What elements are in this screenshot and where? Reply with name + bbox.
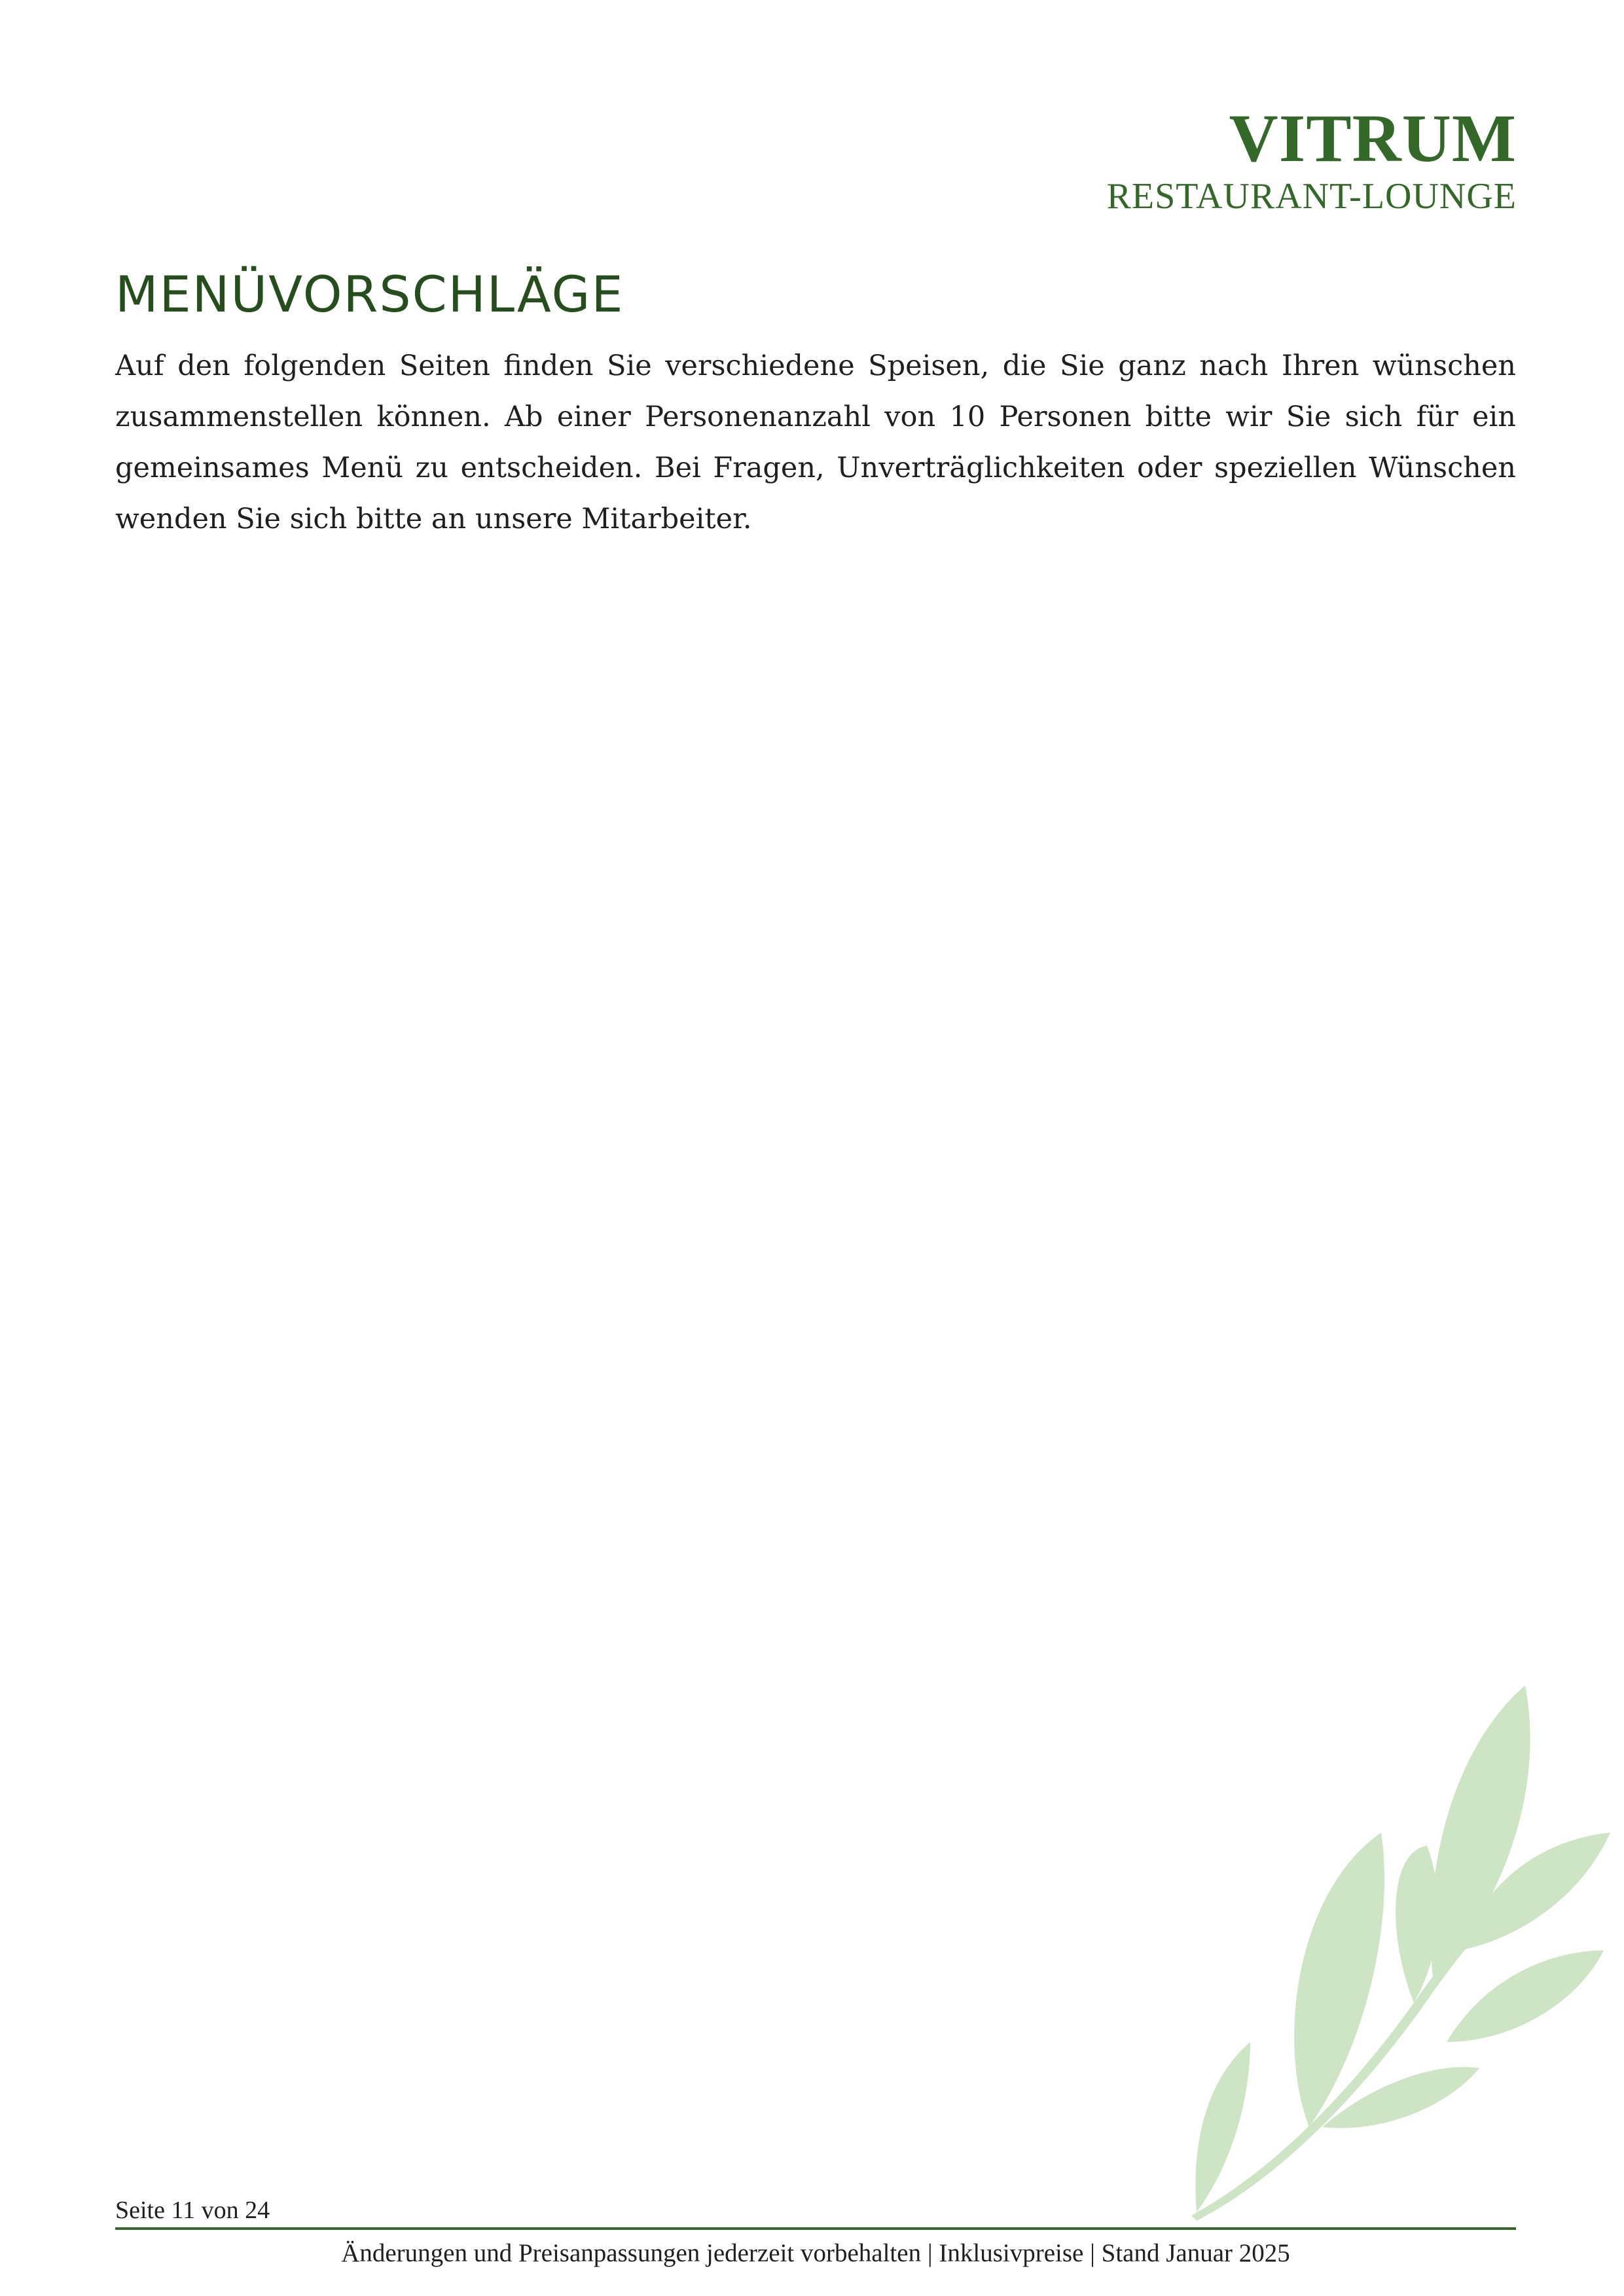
page-number: Seite 11 von 24 [115,2197,270,2224]
brand-subtitle: RESTAURANT-LOUNGE [1106,176,1517,217]
brand-header [1106,101,1517,217]
footer-note: Änderungen und Preisanpassungen jederzeit vorbehalten | Inklusivpreise | Stand Januar 2025 [341,2239,1290,2267]
footer-divider [115,2227,1516,2230]
leaf-branch-icon [1178,1676,1610,2225]
brand-title: VITRUM [1229,101,1517,176]
section-title: MENÜVORSCHLÄGE [115,265,624,323]
intro-paragraph: Auf den folgenden Seiten finden Sie verschiedene Speisen, die Sie ganz nach Ihren wünschen zusammenstellen können. Ab einer Personenanzahl von 10 Personen bitte wir Sie sich für ein gemeinsames Menü zu entscheiden. Bei Fragen, Unverträglichkeiten oder speziellen Wünschen wenden Sie sich bitte an unsere Mitarbeiter. [115,350,1516,535]
